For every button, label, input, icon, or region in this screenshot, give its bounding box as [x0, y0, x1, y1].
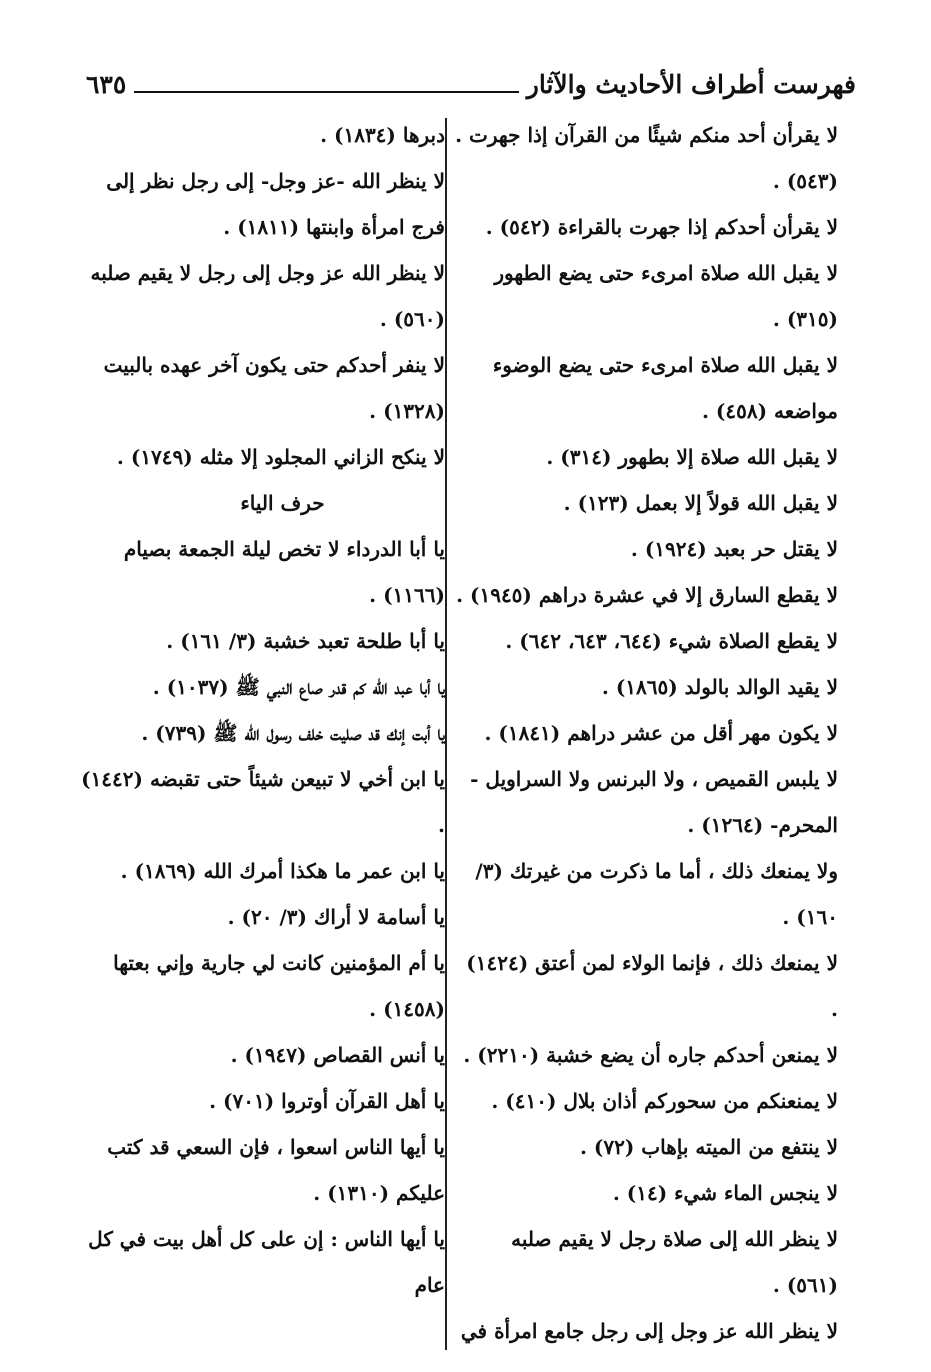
index-entry: يا أبا عبد الله كم قدر صاع النبي ﷺ (١٠٣٧) .: [152, 675, 445, 699]
index-entry: لا يقبل الله صلاة إلا بطهور (٣١٤) .: [546, 445, 838, 469]
index-entry: لا يمنعنكم من سحوركم أذان بلال (٤١٠) .: [491, 1089, 838, 1113]
index-entry: لا يقرأن أحدكم إذا جهرت بالقراءة (٥٤٢) .: [485, 215, 838, 239]
index-entry: لا يقطع الصلاة شيء (٦٤٤، ٦٤٣، ٦٤٢) .: [505, 629, 838, 653]
index-entry: يا أيها الناس : إن على كل أهل بيت في كل عام: [88, 1227, 445, 1297]
index-entry: لا يمنعن أحدكم جاره أن يضع خشبة (٢٢١٠) .: [463, 1043, 838, 1067]
page-header: [86, 62, 856, 106]
index-entry: يا أنس القصاص (١٩٤٧) .: [230, 1043, 445, 1067]
index-entry: لا ينتفع من الميته بإهاب (٧٢) .: [579, 1135, 838, 1159]
section-heading: حرف الياء: [240, 491, 325, 515]
index-entry: لا ينظر الله عز وجل إلى رجل لا يقيم صلبه (٥٦٠) .: [90, 261, 445, 331]
index-entry: يا أسامة لا أراك (٣/ ٢٠) .: [227, 905, 445, 929]
index-entry: يا أيها الناس اسعوا ، فإن السعي قد كتب عليكم (١٣١٠) .: [107, 1135, 445, 1205]
column-divider: [445, 118, 447, 1350]
index-entry: لا يقتل حر بعبد (١٩٢٤) .: [630, 537, 838, 561]
index-entry: لا يقبل الله صلاة امرىء حتى يضع الطهور (٣١٥) .: [494, 261, 838, 331]
index-entry: لا يقطع السارق إلا في عشرة دراهم (١٩٤٥) .: [456, 583, 838, 607]
index-entry: لا ينظر الله -عز وجل- إلى رجل نظر إلى فرج امرأة وابنتها (١٨١١) .: [106, 169, 445, 239]
index-entry: لا ينكح الزاني المجلود إلا مثله (١٧٤٩) .: [116, 445, 445, 469]
index-entry: لا يقبل الله صلاة امرىء حتى يضع الوضوء مواضعه (٤٥٨) .: [492, 353, 838, 423]
index-entry: لا يقرأن أحد منكم شيئًا من القرآن إذا جهرت . (٥٤٣) .: [455, 123, 838, 193]
left-column: [80, 112, 445, 1308]
index-entry: لا ينجس الماء شيء (١٤) .: [612, 1181, 838, 1205]
index-entry: لا ينظر الله عز وجل إلى رجل جامع امرأة في: [460, 1319, 838, 1343]
index-entry: لا ينظر الله إلى صلاة رجل لا يقيم صلبه (٥٦١) .: [511, 1227, 838, 1297]
header-rule: [134, 91, 518, 93]
right-column: [455, 112, 838, 1354]
index-entry: لا يقبل الله قولاً إلا بعمل (١٢٣) .: [563, 491, 838, 515]
index-entry: لا يكون مهر أقل من عشر دراهم (١٨٤١) .: [484, 721, 838, 745]
section-heading-wrap: [80, 480, 445, 526]
page-number: ٦٣٥: [86, 69, 127, 99]
index-entry: لا يمنعك ذلك ، فإنما الولاء لمن أعتق (١٤٢٤) .: [466, 951, 838, 1021]
index-entry: يا أبت إنك قد صليت خلف رسول الله ﷺ (٧٣٩) .: [141, 721, 445, 745]
index-entry: يا ابن أخي لا تبيعن شيئاً حتى تقبضه (١٤٤٢) .: [81, 767, 445, 837]
running-title: فهرست أطراف الأحاديث والآثار: [526, 69, 856, 99]
index-entry: يا أم المؤمنين كانت لي جارية وإني بعتها (١٤٥٨) .: [113, 951, 445, 1021]
index-entry: لا ينفر أحدكم حتى يكون آخر عهده بالبيت (١٣٢٨) .: [103, 353, 445, 423]
index-entry: يا أهل القرآن أوتروا (٧٠١) .: [209, 1089, 445, 1113]
index-entry: يا أبا طلحة تعبد خشبة (٣/ ١٦١) .: [166, 629, 445, 653]
index-entry: لا يقيد الوالد بالولد (١٨٦٥) .: [601, 675, 838, 699]
index-entry: لا يلبس القميص ، ولا البرنس ولا السراويل - المحرم- (١٢٦٤) .: [470, 767, 838, 837]
index-entry: يا ابن عمر ما هكذا أمرك الله (١٨٦٩) .: [120, 859, 445, 883]
index-entry: يا أبا الدرداء لا تخص ليلة الجمعة بصيام (١١٦٦) .: [123, 537, 445, 607]
index-entry: ولا يمنعك ذلك ، أما ما ذكرت من غيرتك (٣/ ١٦٠) .: [475, 859, 838, 929]
index-entry: دبرها (١٨٣٤) .: [320, 123, 445, 147]
